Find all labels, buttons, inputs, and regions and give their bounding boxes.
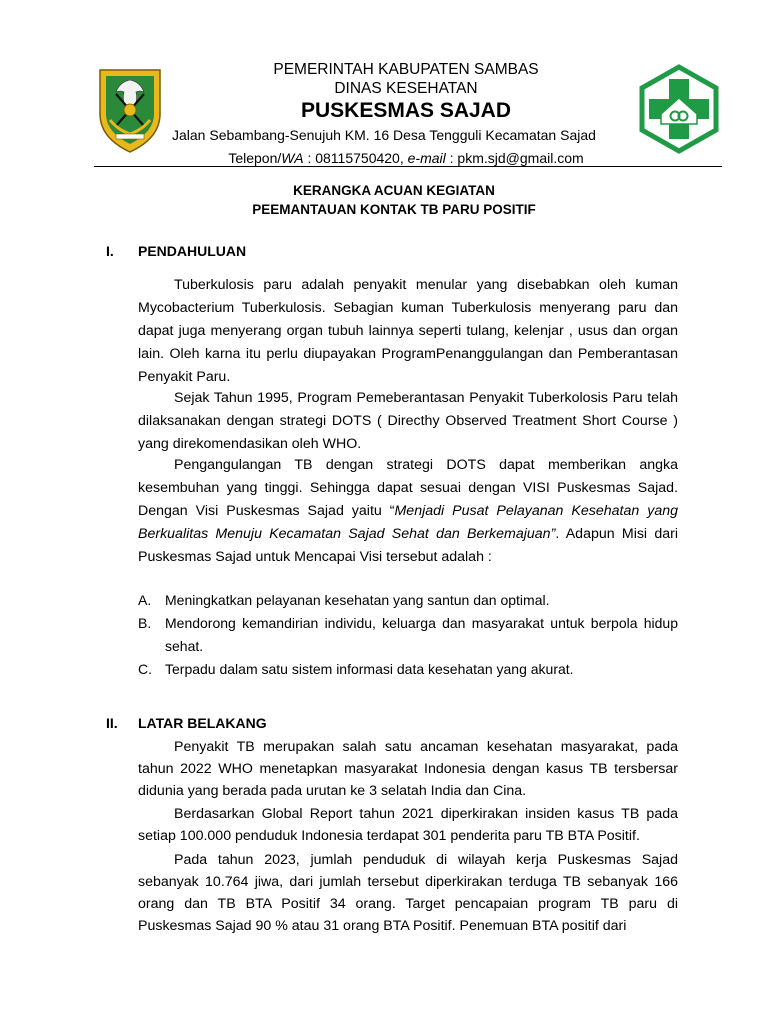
section-1-paragraph-2: Sejak Tahun 1995, Program Pemeberantasan Penyakit Tuberkolosis Paru telah dilaksanakan dengan strategi DOTS ( Directhy Observed Treatment Short Course ) yang direkomendasikan oleh WHO. [138, 390, 678, 452]
document-title-line2: PEEMANTAUAN KONTAK TB PARU POSITIF [252, 202, 536, 217]
contact-line: Telepon/WA : 08115750420, e-mail : pkm.sjd@gmail.com [228, 150, 584, 166]
section-2-paragraph-1: Penyakit TB merupakan salah satu ancaman kesehatan masyarakat, pada tahun 2022 WHO menetapkan masyarakat Indonesia dengan kasus TB tersbersar didunia yang berada pada urutan ke 3 selatah India dan Cina. [138, 739, 678, 799]
section-1-paragraph-3: Pengangulangan TB dengan strategi DOTS dapat memberikan angka kesembuhan yang tinggi. Sehingga dapat sesuai dengan VISI Puskesmas Sajad. Dengan Visi Puskesmas Sajad yaitu “Menjadi Pusat Pelayanan Kesehatan yang Berkualitas Menuju Kecamatan Sajad Sehat dan Berkemajuan”. Adapun Misi dari Puskesmas Sajad untuk Mencapai Visi tersebut adalah : [138, 457, 678, 565]
letterhead-divider [94, 166, 722, 167]
document-title-line1: KERANGKA ACUAN KEGIATAN [293, 183, 495, 198]
list-item-text: Terpadu dalam satu sistem informasi data kesehatan yang akurat. [165, 661, 574, 677]
section-2-paragraph-2: Berdasarkan Global Report tahun 2021 diperkirakan insiden kasus TB pada setiap 100.000 penduduk Indonesia terdapat 301 penderita paru TB BTA Positif. [138, 806, 678, 844]
address-line: Jalan Sebambang-Senujuh KM. 16 Desa Tengguli Kecamatan Sajad [172, 127, 596, 143]
section-1-paragraph-1: Tuberkulosis paru adalah penyakit menular yang disebabkan oleh kuman Mycobacterium Tuberkulosis. Sebagian kuman Tuberkulosis menyerang paru dan dapat juga menyerang organ tubuh lainnya seperti tulang, kelenjar , usus dan organ lain. Oleh karna itu perlu diupayakan ProgramPenanggulangan dan Pemberantasan Penyakit Paru. [138, 277, 678, 385]
list-marker: A. [138, 592, 152, 608]
puskesmas-name: PUSKESMAS SAJAD [300, 99, 512, 122]
section-2-paragraph-3: Pada tahun 2023, jumlah penduduk di wilayah kerja Puskesmas Sajad sebanyak 10.764 jiwa, dari jumlah tersebut diperkirakan terduga TB sebanyak 166 orang dan TB BTA Positif 34 orang. Target pencapaian program TB paru di Puskesmas Sajad 90 % atau 31 orang BTA Positif. Penemuan BTA positif dari [138, 852, 678, 934]
section-2-number: II. [106, 715, 118, 731]
list-item-text: Mendorong kemandirian individu, keluarga dan masyarakat untuk berpola hidup sehat. [165, 615, 678, 654]
puskesmas-logo-icon [638, 64, 720, 154]
list-marker: C. [138, 661, 152, 677]
government-name: PEMERINTAH KABUPATEN SAMBAS [273, 61, 539, 78]
section-1-heading: PENDAHULUAN [138, 243, 247, 259]
agency-name: DINAS KESEHATAN [334, 80, 478, 97]
section-2-heading: LATAR BELAKANG [138, 715, 267, 731]
list-marker: B. [138, 615, 152, 631]
section-1-number: I. [106, 243, 114, 259]
list-item-text: Meningkatkan pelayanan kesehatan yang santun dan optimal. [165, 592, 550, 608]
